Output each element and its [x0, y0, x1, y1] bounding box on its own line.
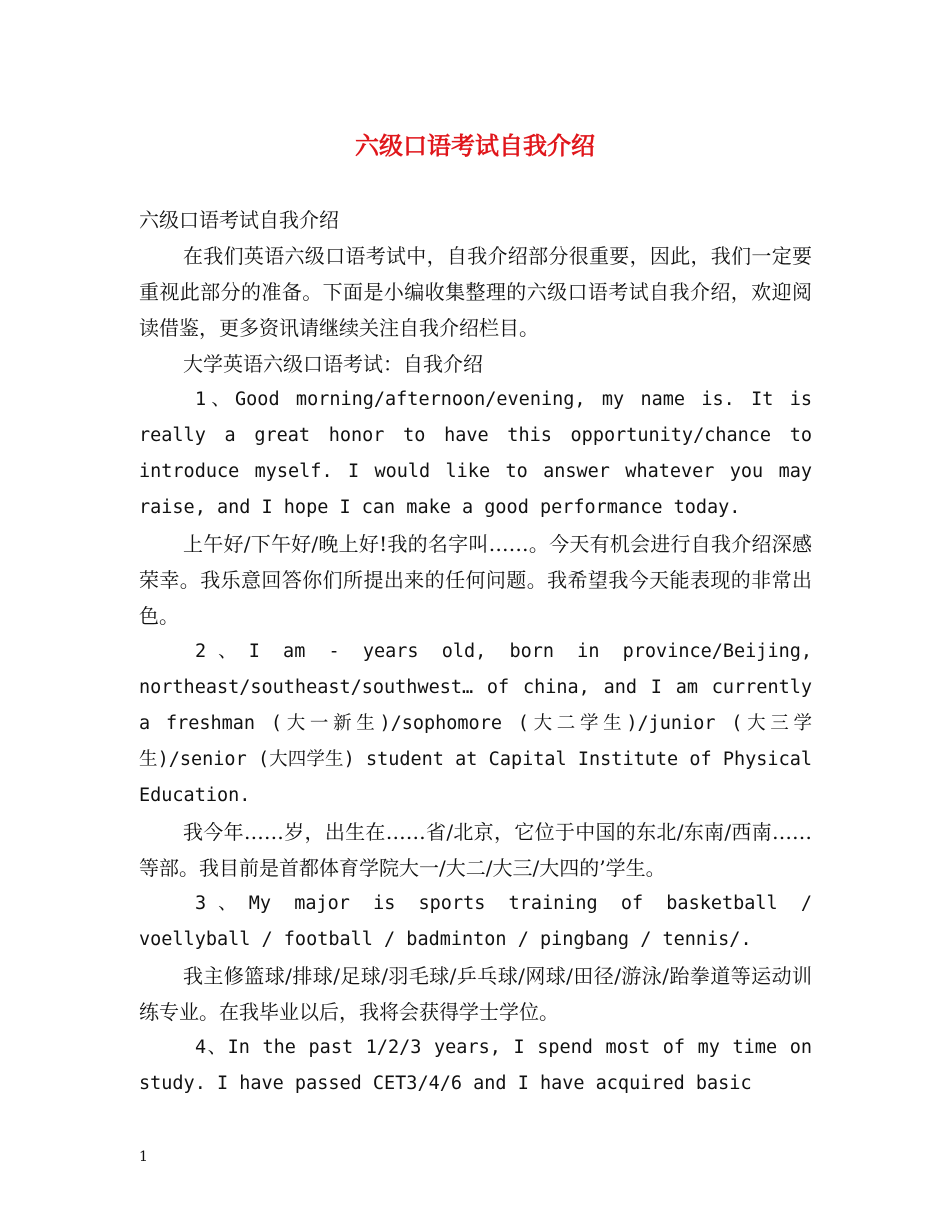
- document-body: [139, 202, 812, 1102]
- page-number: 1: [139, 1149, 148, 1165]
- intro-paragraph: 在我们英语六级口语考试中，自我介绍部分很重要，因此，我们一定要重视此部分的准备。下面是小编收集整理的六级口语考试自我介绍，欢迎阅读借鉴，更多资讯请继续关注自我介绍栏目。: [139, 244, 812, 340]
- subheading: 大学英语六级口语考试：自我介绍: [183, 352, 483, 376]
- chinese-paragraph-1: 上午好/下午好/晚上好!我的名字叫……。今天有机会进行自我介绍深感荣幸。我乐意回答你们所提出来的任何问题。我希望我今天能表现的非常出色。: [139, 532, 812, 628]
- english-paragraph-2: 2、I am - years old, born in province/Beijing, northeast/southeast/southwest… of china, and I am currently a freshman (大一新生)/sophomore (大二学生)/junior (大三学生)/senior (大四学生) student at Capital Institute of Physical Education.: [139, 641, 812, 806]
- chinese-paragraph-3: 我主修篮球/排球/足球/羽毛球/乒乓球/网球/田径/游泳/跆拳道等运动训练专业。在我毕业以后，我将会获得学士学位。: [139, 964, 812, 1024]
- document-title: 六级口语考试自我介绍: [355, 131, 595, 160]
- english-paragraph-1: 1、Good morning/afternoon/evening, my name is. It is really a great honor to have this opportunity/chance to introduce myself. I would like to answer whatever you may raise, and I hope I can make a good performance today.: [139, 389, 812, 518]
- english-paragraph-3: 3、My major is sports training of basketball / voellyball / football / badminton / pingbang / tennis/.: [139, 893, 812, 950]
- section-heading: 六级口语考试自我介绍: [139, 208, 339, 232]
- chinese-paragraph-2: 我今年……岁，出生在……省/北京，它位于中国的东北/东南/西南……等部。我目前是首都体育学院大一/大二/大三/大四的’学生。: [139, 820, 812, 880]
- english-paragraph-4: 4、In the past 1/2/3 years, I spend most of my time on study. I have passed CET3/4/6 and I have acquired basic: [139, 1037, 812, 1094]
